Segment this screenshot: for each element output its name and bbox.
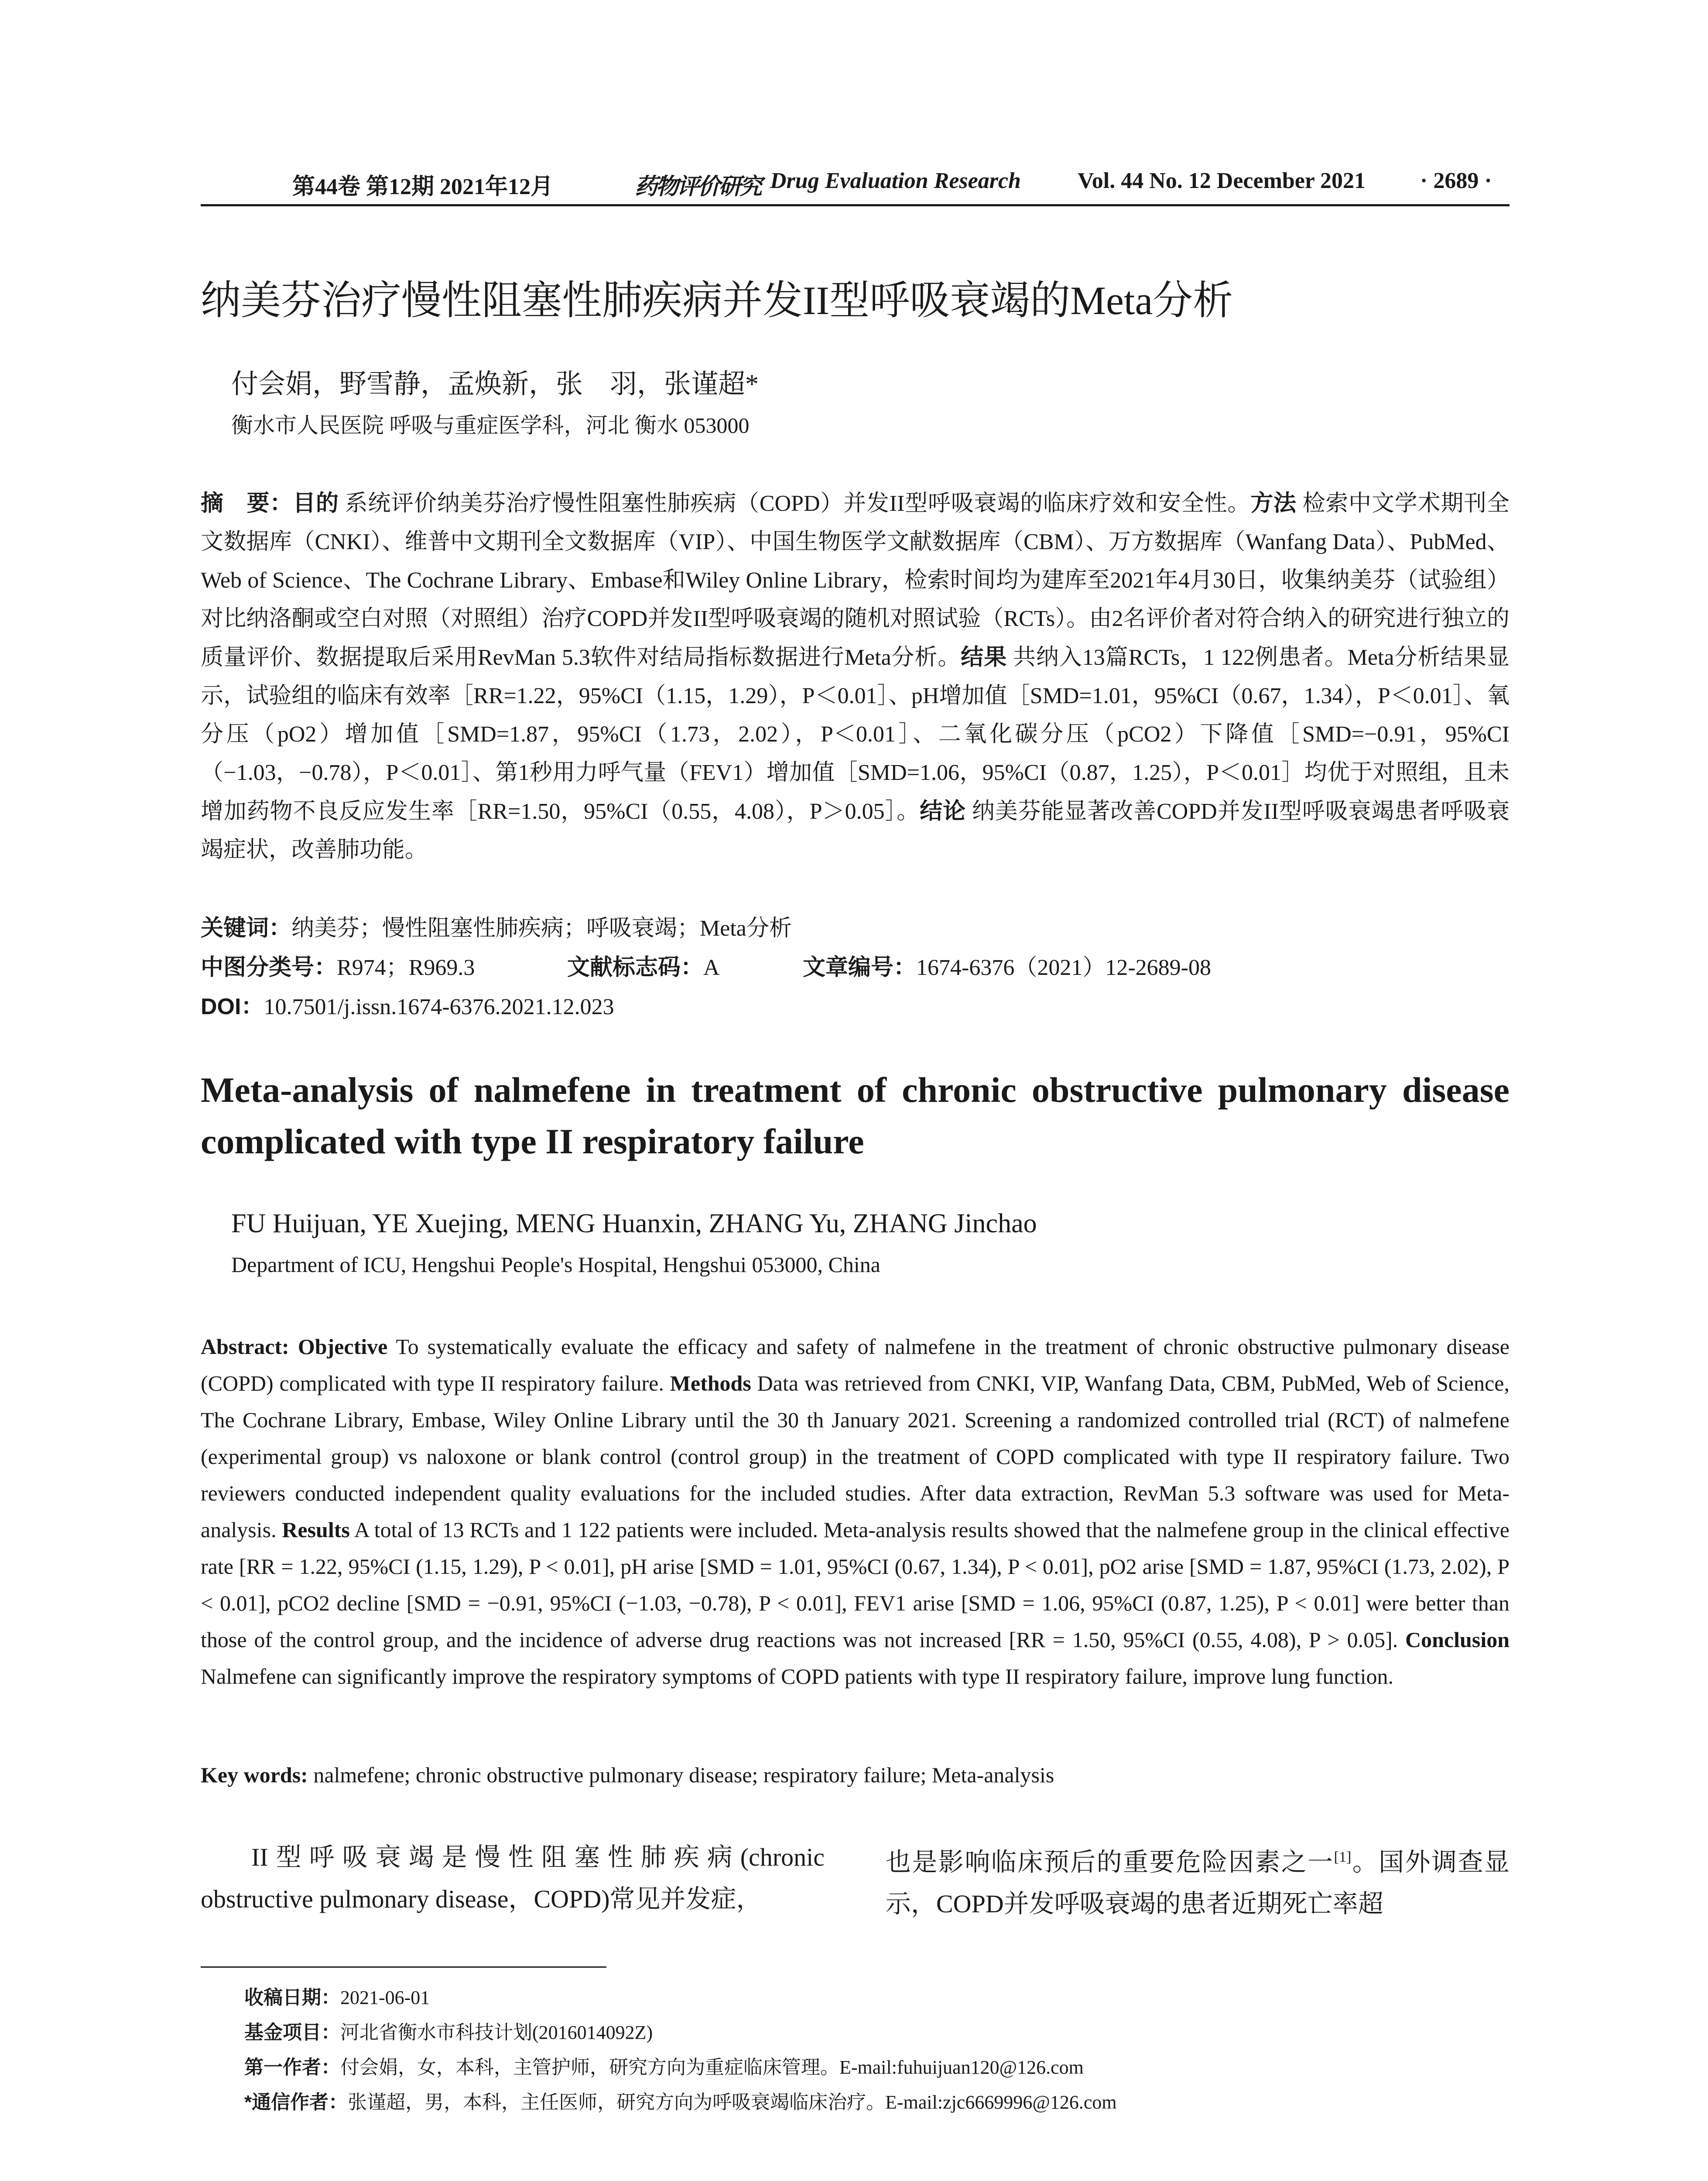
conclusion-label-en: Conclusion [1405, 1627, 1510, 1652]
doi-label: DOI： [201, 994, 264, 1019]
abstract-cn [201, 484, 1509, 869]
footnote-first-author [244, 2050, 1117, 2085]
objective-label-cn: 目的 [293, 491, 339, 516]
clc-label: 中图分类号： [201, 955, 337, 980]
footnote-corresponding [244, 2085, 1117, 2120]
doi-line [201, 988, 614, 1021]
objective-en: To systematically evaluate the efficacy and safety of nalmefene in the treatment of chronic obstructive pulmonary disease (COPD) complicated with type II respiratory failure. [201, 1334, 1509, 1395]
clc-value: R974；R969.3 [337, 955, 475, 980]
abstract-label-cn: 摘 要： [201, 491, 293, 516]
title-cn: 纳美芬治疗慢性阻塞性肺疾病并发II型呼吸衰竭的Meta分析 [201, 278, 1233, 323]
first-author-text: 付会娟，女，本科，主管护师，研究方向为重症临床管理。E-mail:fuhuijuan120@126.com [340, 2057, 1084, 2078]
received-label: 收稿日期： [244, 1987, 340, 2008]
first-author-label: 第一作者： [244, 2057, 340, 2078]
doc-code-label: 文献标志码： [567, 955, 704, 980]
title-en: Meta-analysis of nalmefene in treatment of chronic obstructive pulmonary disease complicated with type II respiratory failure [201, 1070, 1509, 1161]
fund-text: 河北省衡水市科技计划(2016014092Z) [340, 2022, 653, 2043]
results-label-en: Results [282, 1518, 350, 1542]
objective-cn: 系统评价纳美芬治疗慢性阻塞性肺疾病（COPD）并发II型呼吸衰竭的临床疗效和安全性。 [345, 491, 1251, 516]
volume-info: Vol. 44 No. 12 December 2021 [1078, 168, 1366, 193]
page-number: · 2689 · [1420, 168, 1492, 193]
abstract-label-en: Abstract: [201, 1334, 289, 1359]
corresponding-label: *通信作者： [244, 2092, 348, 2113]
conclusion-cn: 纳美芬能显著改善COPD并发II型呼吸衰竭患者呼吸衰竭症状，改善肺功能。 [201, 799, 1509, 862]
authors-cn: 付会娟，野雪静，孟焕新，张 羽，张谨超* [231, 369, 759, 399]
article-no-label: 文章编号： [803, 955, 917, 980]
footnote-received [244, 1980, 1117, 2015]
doi-value: 10.7501/j.issn.1674-6376.2021.12.023 [264, 995, 614, 1019]
journal-logo-cn: 药物评价研究 [635, 173, 761, 200]
classification-line [201, 949, 1211, 981]
received-date: 2021-06-01 [340, 1987, 430, 2008]
doc-code-value: A [703, 955, 720, 980]
affiliation-cn: 衡水市人民医院 呼吸与重症医学科，河北 衡水 053000 [231, 413, 750, 438]
footnotes [244, 1980, 1117, 2120]
journal-name-en: Drug Evaluation Research [770, 168, 1021, 193]
body-right-text-b: 。国外调查显示，COPD并发呼吸衰竭的患者近期死亡率超 [886, 1848, 1509, 1918]
keywords-label-en: Key words: [201, 1763, 308, 1787]
results-label-cn: 结果 [961, 645, 1007, 670]
corresponding-text: 张谨超，男，本科，主任医师，研究方向为呼吸衰竭临床治疗。E-mail:zjc6669996@126.com [348, 2092, 1117, 2113]
objective-label-en: Objective [298, 1334, 388, 1359]
abstract-en [201, 1328, 1509, 1695]
keywords-text-cn: 纳美芬；慢性阻塞性肺疾病；呼吸衰竭；Meta分析 [291, 916, 792, 941]
results-cn: 共纳入13篇RCTs，1 122例患者。Meta分析结果显示，试验组的临床有效率［RR=1.22，95%CI（1.15，1.29），P＜0.01］、pH增加值［SMD=1.01，95%CI（0.67，1.34），P＜0.01］、氧分压（pO2）增加值［SMD=1.87，95%CI（1.73，2.02），P＜0.01］、二氧化碳分压（pCO2）下降值［SMD=−0.91，95%CI（−1.03，−0.78），P＜0.01］、第1秒用力呼气量（FEV1）增加值［SMD=1.06，95%CI（0.87，1.25），P＜0.01］均优于对照组，且未增加药物不良反应发生率［RR=1.50，95%CI（0.55，4.08），P＞0.05］。 [201, 645, 1509, 824]
conclusion-label-cn: 结论 [920, 799, 966, 824]
article-no-value: 1674-6376（2021）12-2689-08 [916, 955, 1211, 980]
fund-label: 基金项目： [244, 2022, 340, 2043]
affiliation-en: Department of ICU, Hengshui People's Hospital, Hengshui 053000, China [231, 1252, 880, 1277]
body-column-right [886, 1836, 1509, 1925]
body-column-left: II型呼吸衰竭是慢性阻塞性肺疾病(chronic obstructive pulmonary disease，COPD)常见并发症， [201, 1843, 825, 1913]
methods-cn: 检索中文学术期刊全文数据库（CNKI）、维普中文期刊全文数据库（VIP）、中国生物医学文献数据库（CBM）、万方数据库（Wanfang Data）、PubMed、Web of Science、The Cochrane Library、Embase和Wiley Online Library，检索时间均为建库至2021年4月30日，收集纳美芬（试验组）对比纳洛酮或空白对照（对照组）治疗COPD并发II型呼吸衰竭的随机对照试验（RCTs）。由2名评价者对符合纳入的研究进行独立的质量评价、数据提取后采用RevMan 5.3软件对结局指标数据进行Meta分析。 [201, 491, 1509, 670]
conclusion-en: Nalmefene can significantly improve the respiratory symptoms of COPD patients with type II respiratory failure, improve lung function. [201, 1664, 1394, 1689]
keywords-label-cn: 关键词： [201, 916, 292, 941]
citation-ref[interactable]: [1] [1334, 1849, 1352, 1865]
results-en: A total of 13 RCTs and 1 122 patients were included. Meta-analysis results showed that the nalmefene group in the clinical effective rate [RR = 1.22, 95%CI (1.15, 1.29), P < 0.01], pH arise [SMD = 1.01, 95%CI (0.67, 1.34), P < 0.01], pO2 arise [SMD = 1.87, 95%CI (1.73, 2.02), P < 0.01], pCO2 decline [SMD = −0.91, 95%CI (−1.03, −0.78), P < 0.01], FEV1 arise [SMD = 1.06, 95%CI (0.87, 1.25), P < 0.01] were better than those of the control group, and the incidence of adverse drug reactions was not increased [RR = 1.50, 95%CI (0.55, 4.08), P > 0.05]. [201, 1518, 1509, 1652]
header-rule [201, 204, 1509, 206]
methods-label-cn: 方法 [1250, 491, 1297, 516]
issue-info-cn: 第44卷 第12期 2021年12月 [292, 174, 554, 199]
footnote-fund [244, 2015, 1117, 2050]
running-header [201, 168, 1509, 198]
body-right-text-a: 也是影响临床预后的重要危险因素之一 [886, 1848, 1334, 1877]
keywords-text-en: nalmefene; chronic obstructive pulmonary disease; respiratory failure; Meta-analysis [313, 1763, 1054, 1787]
keywords-en [201, 1762, 1054, 1788]
footnote-rule [201, 1966, 606, 1968]
keywords-cn [201, 909, 792, 942]
authors-en: FU Huijuan, YE Xuejing, MENG Huanxin, ZHANG Yu, ZHANG Jinchao [231, 1209, 1037, 1238]
methods-en: Data was retrieved from CNKI, VIP, Wanfang Data, CBM, PubMed, Web of Science, The Cochrane Library, Embase, Wiley Online Library until the 30 th January 2021. Screening a randomized controlled trial (RCT) of nalmefene (experimental group) vs naloxone or blank control (control group) in the treatment of COPD complicated with type II respiratory failure. Two reviewers conducted independent quality evaluations for the included studies. After data extraction, RevMan 5.3 software was used for Meta-analysis. [201, 1371, 1509, 1542]
methods-label-en: Methods [670, 1371, 751, 1395]
